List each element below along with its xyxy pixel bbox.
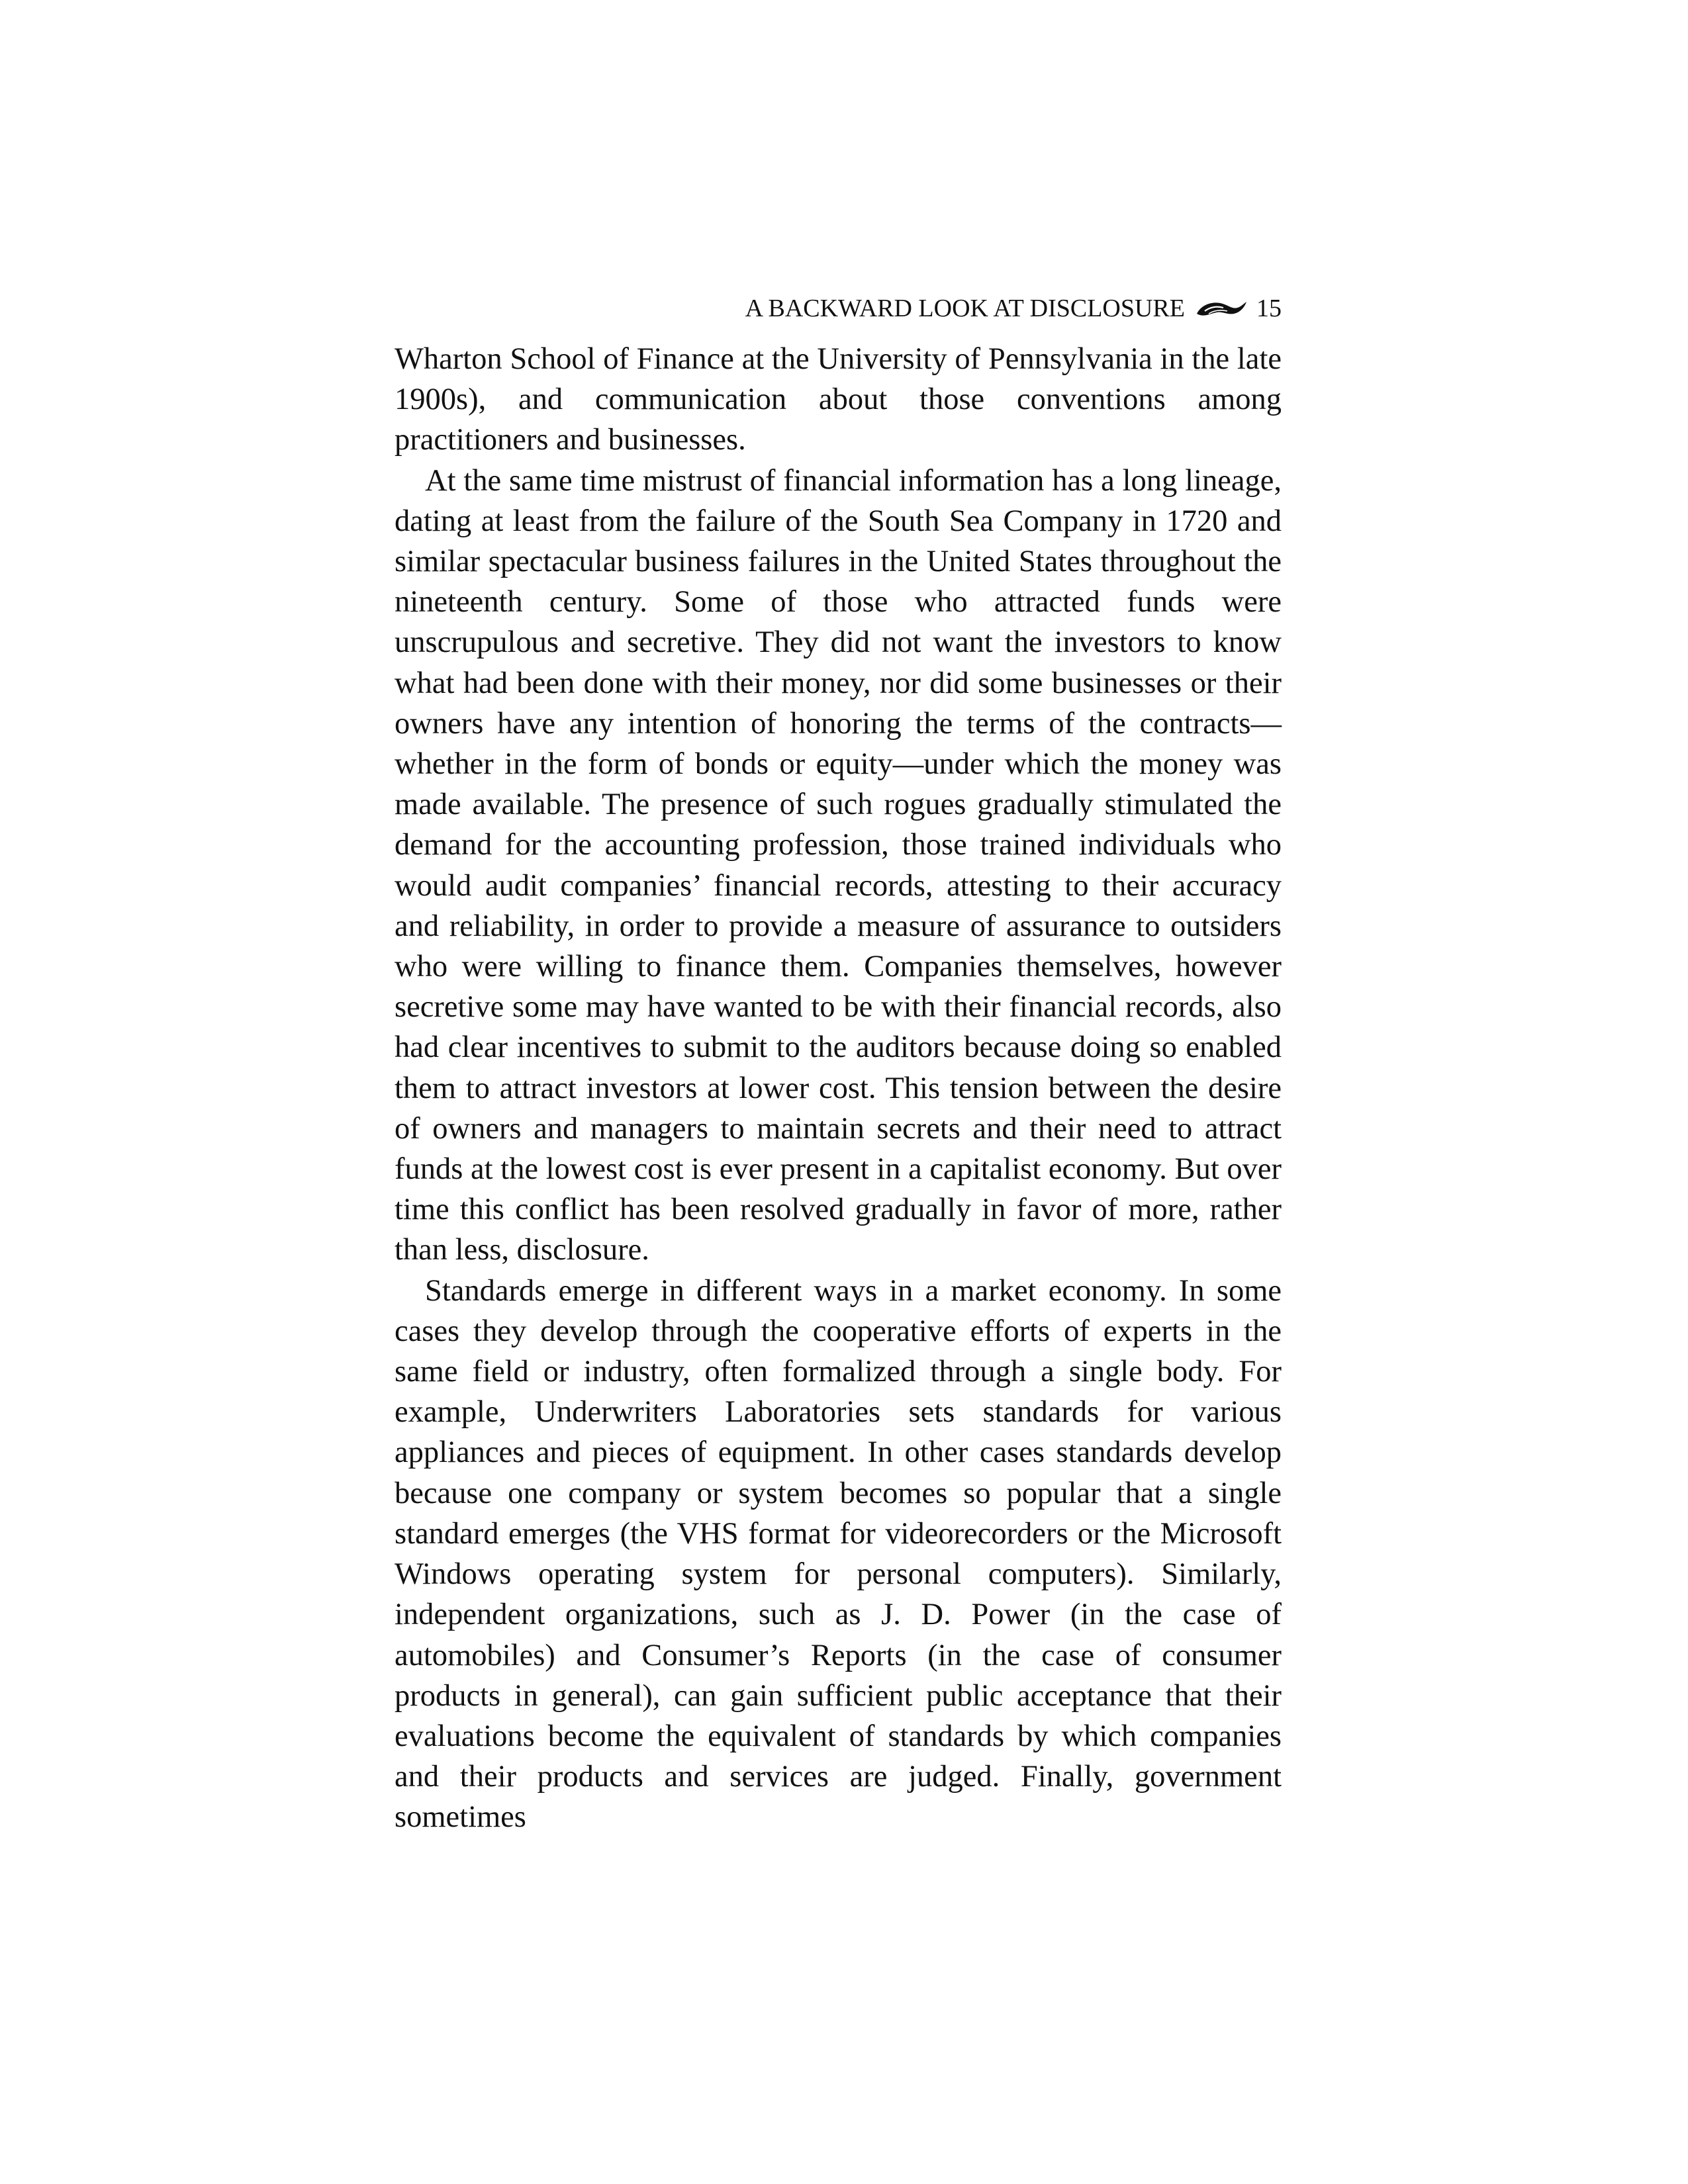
paragraph: At the same time mistrust of financial information has a long lineage, dating at least from the failure of the South Sea Company in 1720 and similar spectacular business failures in the United States throughout the nineteenth century. Some of those who attracted funds were unscrupulous and secretive. They did not want the investors to know what had been done with their money, nor did some businesses or their owners have any intention of honoring the terms of the contracts—whether in the form of bonds or equity—under which the money was made available. The presence of such rogues gradually stimulated the demand for the accounting profession, those trained individuals who would audit companies’ financial records, attesting to their accuracy and reliability, in order to provide a measure of assurance to outsiders who were willing to finance them. Companies themselves, however secretive some may have wanted to be with their financial records, also had clear incentives to submit to the auditors because doing so enabled them to attract investors at lower cost. This tension between the desire of owners and managers to maintain secrets and their need to attract funds at the lowest cost is ever present in a capitalist economy. But over time this conflict has been resolved gradually in favor of more, rather than less, disclosure.	[395, 463, 1282, 1267]
paragraph: Standards emerge in different ways in a market economy. In some cases they develop through the cooperative efforts of experts in the same field or industry, often formalized through a single body. For example, Underwriters Laboratories sets standards for various appliances and pieces of equipment. In other cases standards develop because one company or system becomes so popular that a single standard emerges (the VHS format for videorecorders or the Microsoft Windows operating system for personal computers). Similarly, independent organizations, such as J. D. Power (in the case of automobiles) and Consumer’s Reports (in the case of consumer products in general), can gain sufficient public acceptance that their evaluations become the equivalent of standards by which companies and their products and services are judged. Finally, government sometimes	[395, 1273, 1282, 1835]
running-head	[395, 291, 1282, 326]
page-number: 15	[1256, 295, 1282, 322]
leaf-ornament-icon	[1196, 299, 1247, 319]
body-text	[395, 339, 1282, 1838]
paragraph: Wharton School of Finance at the University of Pennsylvania in the late 1900s), and communication about those conventions among practitioners and businesses.	[395, 342, 1282, 457]
running-title: A BACKWARD LOOK AT DISCLOSURE	[745, 295, 1185, 322]
